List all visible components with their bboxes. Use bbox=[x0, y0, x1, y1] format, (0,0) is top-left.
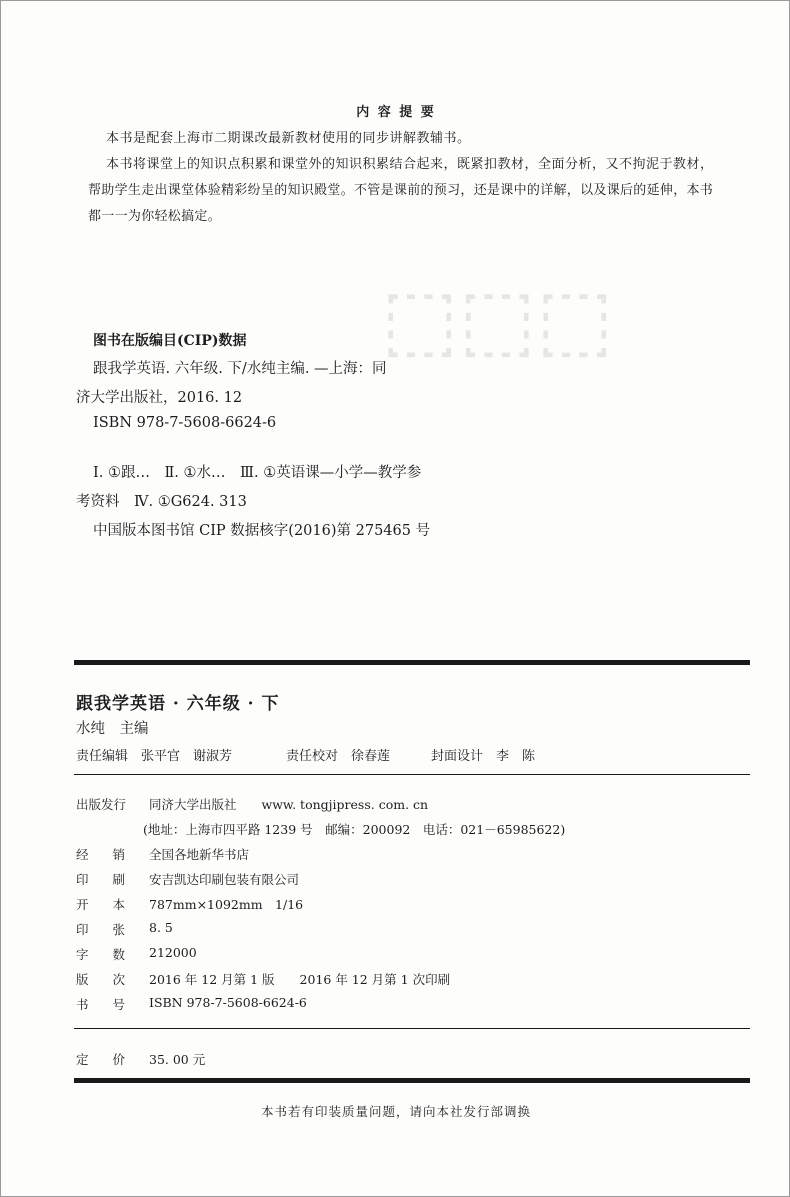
edition-value: 2016 年 12 月第 1 版 2016 年 12 月第 1 次印刷 bbox=[149, 972, 451, 987]
divider-thin-1 bbox=[74, 774, 750, 775]
summary-title: 内 容 提 要 bbox=[356, 105, 436, 120]
publisher-value: 同济大学出版社 www. tongjipress. com. cn bbox=[149, 797, 429, 812]
divider-thick-top bbox=[74, 660, 750, 665]
publisher-label: 出版发行 bbox=[76, 797, 127, 812]
price-label: 定价 bbox=[76, 1052, 150, 1067]
publisher-address: (地址：上海市四平路 1239 号 邮编：200092 电话：021－65985622) bbox=[143, 822, 566, 837]
sheets-label: 印张 bbox=[76, 922, 150, 937]
isbn-label: 书号 bbox=[76, 997, 150, 1012]
printer-label: 印刷 bbox=[76, 872, 150, 887]
credit-responsible-editor: 责任编辑 张平官 谢淑芳 bbox=[76, 749, 233, 764]
book-editor: 水纯 主编 bbox=[76, 721, 149, 737]
word-count-label: 字数 bbox=[76, 947, 150, 962]
credit-cover-design: 封面设计 李 陈 bbox=[431, 749, 536, 764]
format-value: 787mm×1092mm 1/16 bbox=[149, 897, 304, 912]
printer-value: 安吉凯达印刷包装有限公司 bbox=[149, 872, 300, 887]
sheets-value: 8. 5 bbox=[149, 920, 173, 935]
footer-notice: 本书若有印装质量问题，请向本社发行部调换 bbox=[260, 1104, 531, 1119]
cip-line-4: Ⅰ. ①跟… Ⅱ. ①水… Ⅲ. ①英语课—小学—教学参 bbox=[93, 465, 422, 481]
distributor-label: 经销 bbox=[76, 847, 150, 862]
summary-paragraph-1: 本书是配套上海市二期课改最新教材使用的同步讲解教辅书。 bbox=[106, 131, 471, 146]
credit-proofreader: 责任校对 徐春莲 bbox=[286, 749, 391, 764]
isbn-value: ISBN 978-7-5608-6624-6 bbox=[149, 995, 307, 1010]
cip-line-2: 济大学出版社，2016. 12 bbox=[76, 390, 243, 406]
cip-line-5: 考资料 Ⅳ. ①G624. 313 bbox=[76, 494, 247, 510]
divider-thin-2 bbox=[74, 1028, 750, 1029]
summary-paragraph-2-line-1: 本书将课堂上的知识点积累和课堂外的知识积累结合起来，既紧扣教材，全面分析，又不拘泥于教材， bbox=[106, 157, 714, 172]
show-through-watermark: ⬚⬚⬚ bbox=[381, 271, 614, 367]
cip-line-6: 中国版本图书馆 CIP 数据核字(2016)第 275465 号 bbox=[93, 523, 431, 539]
format-label: 开本 bbox=[76, 897, 150, 912]
summary-paragraph-2-line-2: 帮助学生走出课堂体验精彩纷呈的知识殿堂。不管是课前的预习，还是课中的详解，以及课后的延伸，本书 bbox=[88, 183, 714, 198]
word-count-value: 212000 bbox=[149, 945, 197, 960]
price-value: 35. 00 元 bbox=[149, 1052, 206, 1067]
book-title: 跟我学英语 · 六年级 · 下 bbox=[76, 694, 280, 714]
summary-paragraph-2-line-3: 都一一为你轻松搞定。 bbox=[88, 209, 222, 224]
cip-line-3: ISBN 978-7-5608-6624-6 bbox=[93, 415, 277, 431]
distributor-value: 全国各地新华书店 bbox=[149, 847, 250, 862]
cip-line-1: 跟我学英语. 六年级. 下/水纯主编. —上海：同 bbox=[93, 361, 387, 377]
edition-label: 版次 bbox=[76, 972, 150, 987]
divider-thick-bottom bbox=[74, 1078, 750, 1083]
cip-title: 图书在版编目(CIP)数据 bbox=[93, 333, 247, 349]
